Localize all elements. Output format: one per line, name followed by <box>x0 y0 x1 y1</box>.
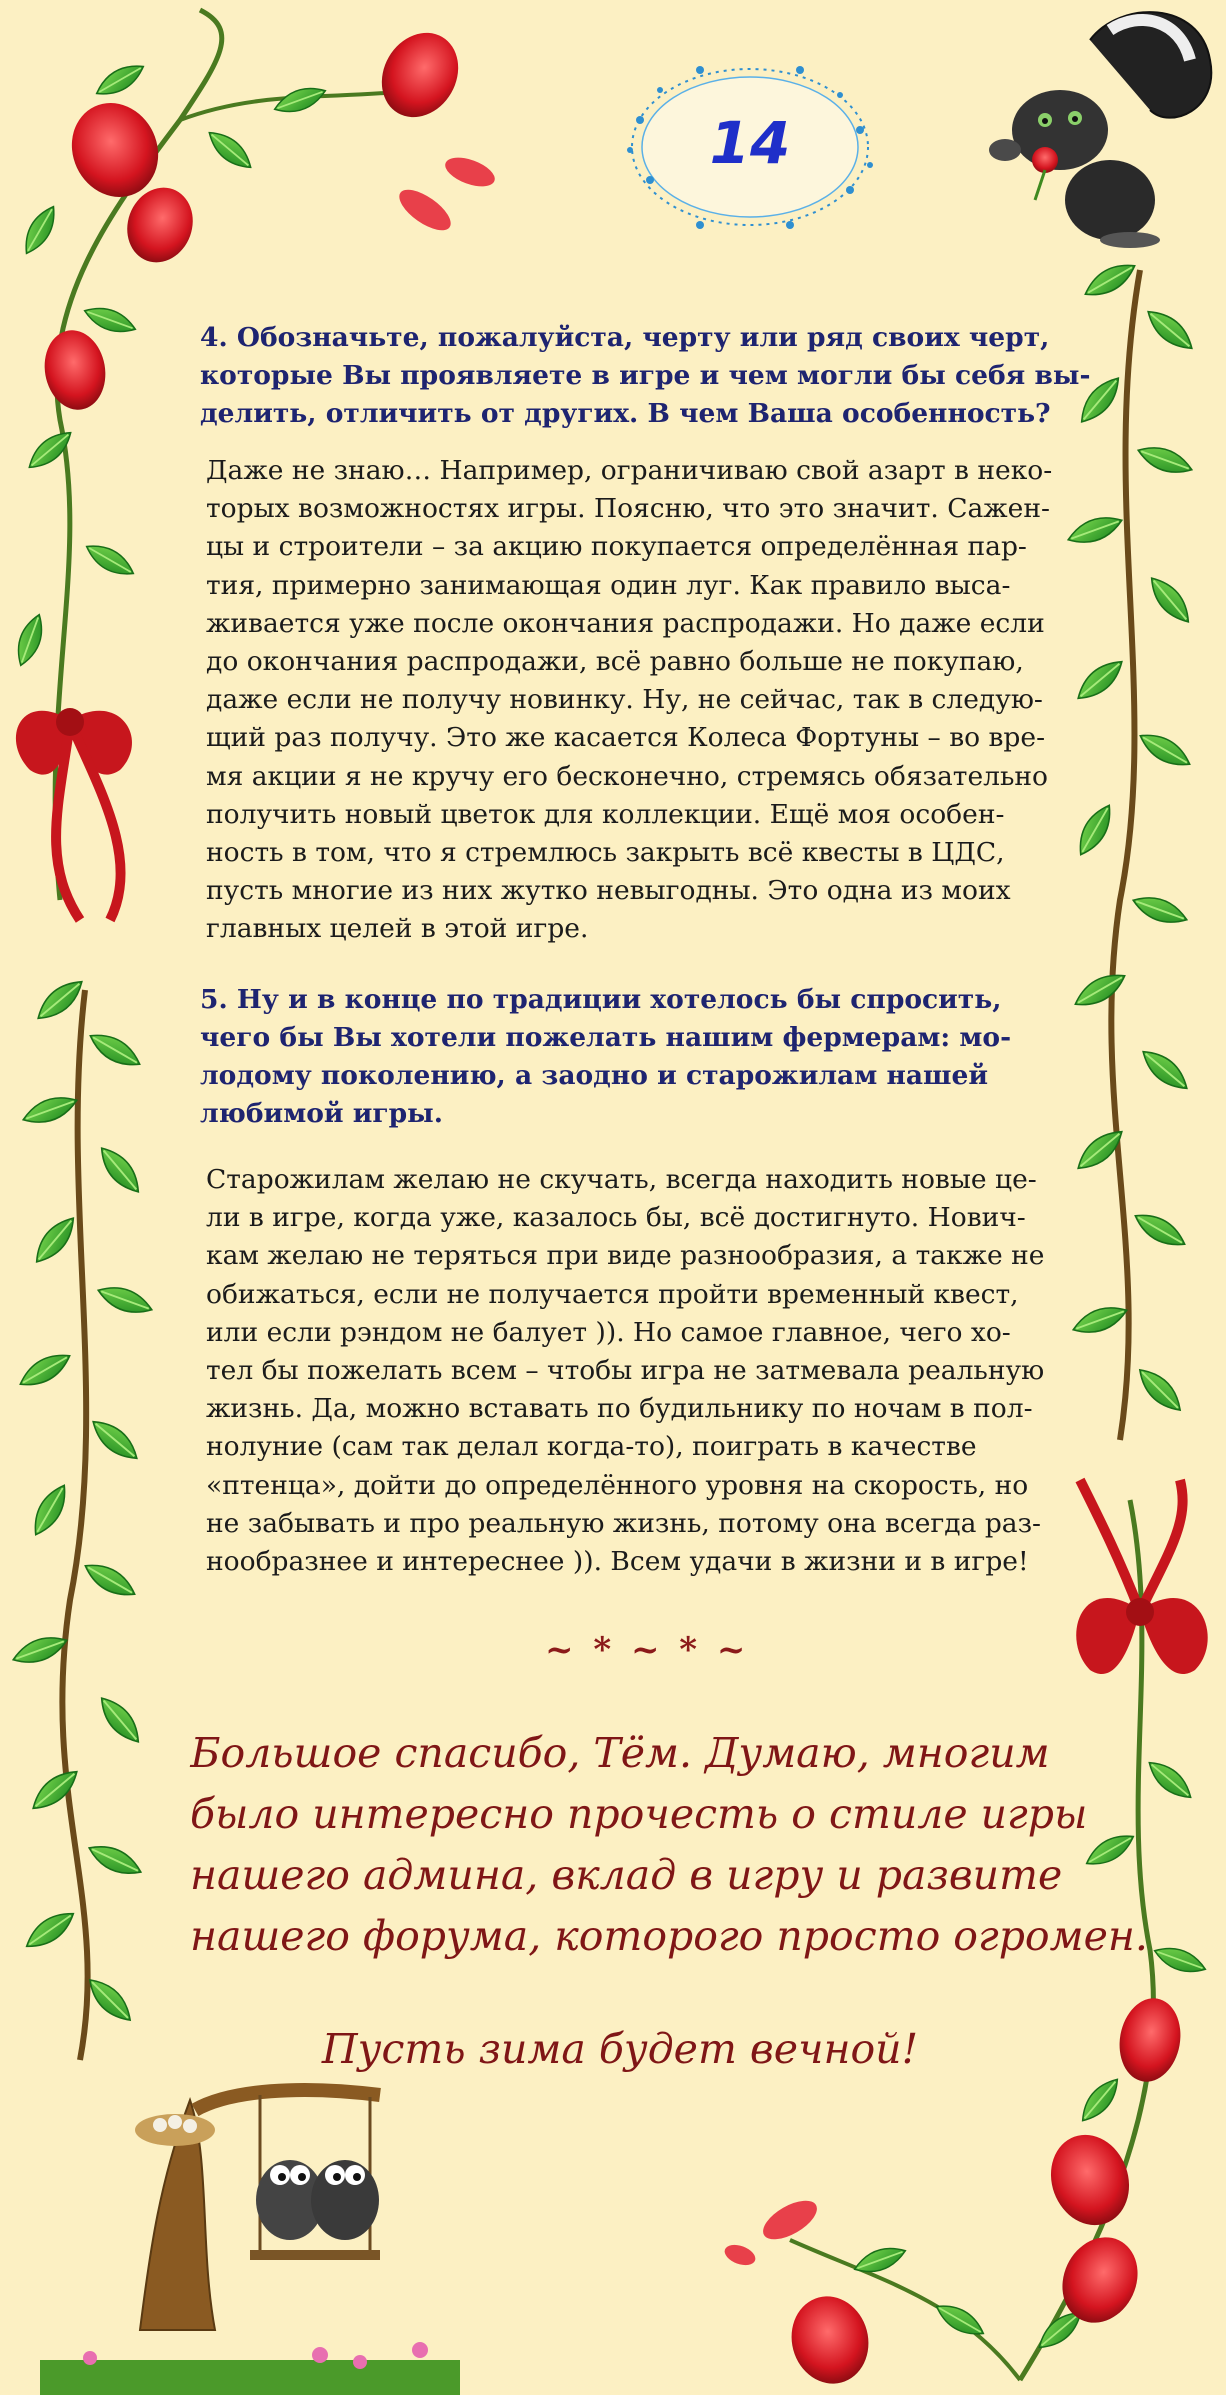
answer-line: тел бы пожелать всем – чтобы игра не затмевала реальную <box>206 1355 1045 1387</box>
question-line: делить, отличить от других. В чем Ваша особенность? <box>200 398 1051 429</box>
answer-line: или если рэндом не балует )). Но самое главное, чего хо- <box>206 1316 1011 1348</box>
answer-line: живается уже после окончания распродажи. Но даже если <box>206 607 1045 639</box>
answer-line: нообразнее и интереснее )). Всем удачи в жизни и в игре! <box>206 1546 1029 1578</box>
skunk-illustration <box>989 12 1211 248</box>
answer-line: до окончания распродажи, всё равно больше не покупаю, <box>206 646 1024 678</box>
question-line: лодому поколению, а заодно и старожилам нашей <box>200 1060 989 1091</box>
answer-line: не забывать и про реальную жизнь, потому она всегда раз- <box>206 1507 1042 1539</box>
thanks-line: нашего форума, которого просто огромен. <box>190 1912 1148 1960</box>
answer-line: даже если не получу новинку. Ну, не сейчас, так в следую- <box>206 684 1043 716</box>
page-number-wrapper <box>620 25 880 275</box>
thanks-message <box>190 1723 1148 1967</box>
answer-line: щий раз получу. Это же касается Колеса Фортуны – во вре- <box>206 722 1046 754</box>
answer-4 <box>206 452 1076 949</box>
closing-line: Пусть зима будет вечной! <box>321 2025 919 2073</box>
answer-line: Старожилам желаю не скучать, всегда находить новые це- <box>206 1164 1037 1195</box>
answer-line: Даже не знаю… Например, ограничиваю свой азарт в неко- <box>206 455 1053 486</box>
answer-line: обижаться, если не получается пройти временный квест, <box>206 1278 1019 1310</box>
question-line: 4. Обозначьте, пожалуйста, черту или ряд своих черт, <box>200 322 1050 353</box>
question-line: которые Вы проявляете в игре и чем могли бы себя вы- <box>200 360 1091 391</box>
thanks-line: было интересно прочесть о стиле игры <box>190 1790 1088 1838</box>
thanks-line: нашего админа, вклад в игру и развите <box>190 1851 1063 1899</box>
answer-line: жизнь. Да, можно вставать по будильнику по ночам в пол- <box>206 1393 1033 1425</box>
question-line: 5. Ну и в конце по традиции хотелось бы спросить, <box>200 984 1002 1015</box>
sheep-swing-illustration <box>40 2090 460 2395</box>
answer-line: мя акции я не кручу его бесконечно, стремясь обязательно <box>206 760 1049 792</box>
question-5 <box>200 981 1080 1133</box>
question-line: чего бы Вы хотели пожелать нашим фермерам: мо- <box>200 1022 1012 1053</box>
question-line: любимой игры. <box>200 1098 443 1129</box>
answer-line: тия, примерно занимающая один луг. Как правило выса- <box>206 569 1011 601</box>
answer-line: цы и строители – за акцию покупается определённая пар- <box>206 531 1027 563</box>
question-4 <box>200 319 1091 433</box>
answer-line: ность в том, что я стремлюсь закрыть всё квесты в ЦДС, <box>206 837 1005 869</box>
answer-line: пусть многие из них жутко невыгодны. Это одна из моих <box>206 875 1011 907</box>
answer-5 <box>206 1161 1076 1581</box>
answer-line: получить новый цветок для коллекции. Ещё моя особен- <box>206 798 1005 830</box>
section-separator: ~ * ~ * ~ <box>545 1630 750 1670</box>
leaf-vine-left <box>10 974 156 2060</box>
thanks-line: Большое спасибо, Тём. Думаю, многим <box>190 1729 1050 1777</box>
answer-line: торых возможностях игры. Поясню, что это значит. Сажен- <box>206 493 1050 525</box>
answer-line: кам желаю не теряться при виде разнообразия, а также не <box>206 1240 1045 1272</box>
answer-line: «птенца», дойти до определённого уровня на скорость, но <box>206 1469 1029 1501</box>
leaf-vine-right <box>1065 257 1199 1440</box>
answer-line: нолуние (сам так делал когда-то), поиграть в качестве <box>206 1431 977 1463</box>
page-number: 14 <box>709 109 791 177</box>
answer-line: главных целей в этой игре. <box>206 913 589 945</box>
answer-line: ли в игре, когда уже, казалось бы, всё достигнуто. Нович- <box>206 1202 1026 1234</box>
